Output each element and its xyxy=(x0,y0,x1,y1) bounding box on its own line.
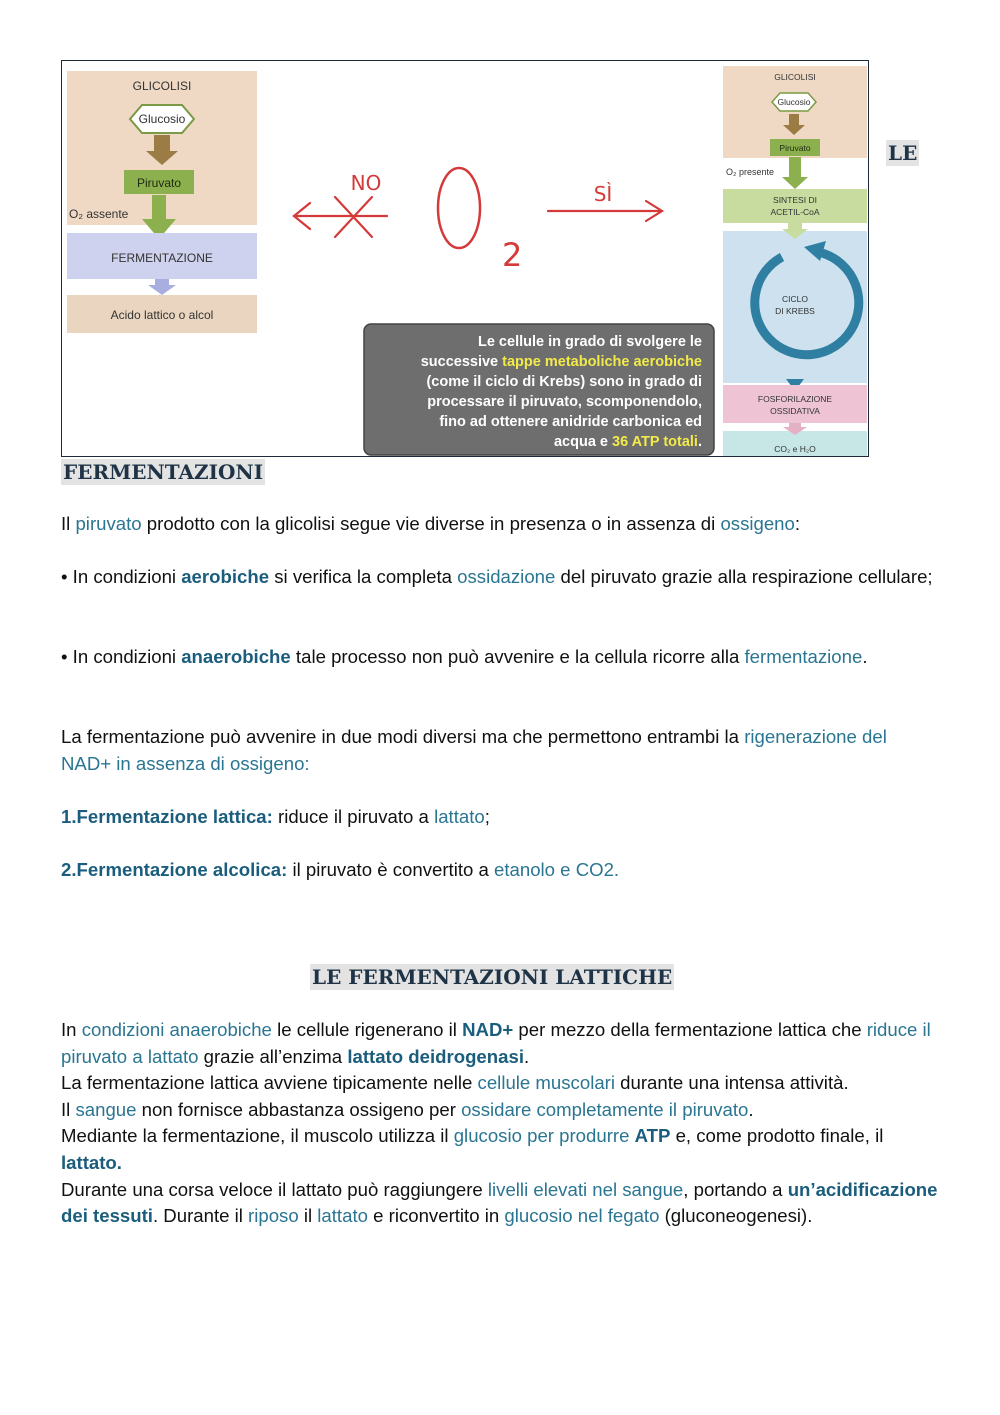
p7-s32: e riconvertito in xyxy=(367,1205,505,1227)
p7-s1: In xyxy=(61,1019,82,1040)
glicolisi-label-right: GLICOLISI xyxy=(774,72,816,82)
p7-s30: il xyxy=(298,1205,318,1227)
p2-a: • In condizioni xyxy=(61,566,182,587)
p7-s21: ATP xyxy=(634,1125,671,1147)
fosforilazione-line2: OSSIDATIVA xyxy=(770,406,820,416)
o2-presente-label: O₂ presente xyxy=(726,167,775,177)
no-label: NO xyxy=(350,171,382,195)
p1-c: prodotto con la glicolisi segue vie diverse in presenza o in assenza di xyxy=(141,513,721,534)
bullet-anaerobiche xyxy=(61,644,941,671)
p5-e: ; xyxy=(484,806,490,827)
p3-c: tale processo non può avvenire e la cellula ricorre alla xyxy=(290,646,745,667)
p7-s14: sangue xyxy=(75,1098,137,1120)
p5-b: Fermentazione lattica: xyxy=(76,806,273,827)
o2-assente-label: O₂ assente xyxy=(69,207,129,221)
paragraph-modi xyxy=(61,724,941,777)
p7-s13: Il xyxy=(61,1098,76,1120)
arrow-down-lilac-icon xyxy=(148,279,176,295)
p5-num: 1. xyxy=(61,806,77,827)
p2-b: aerobiche xyxy=(181,566,270,587)
p7-s17: . xyxy=(748,1098,754,1120)
metabolism-figure xyxy=(61,60,869,457)
co2-label: CO₂ e H₂O xyxy=(774,444,816,454)
sintesi-line1: SINTESI DI xyxy=(773,195,817,205)
callout-line3: (come il ciclo di Krebs) sono in grado di xyxy=(426,374,702,390)
p1-d: ossigeno xyxy=(720,513,795,534)
p6-b: Fermentazione alcolica: xyxy=(76,859,288,880)
callout-line2-a: successive xyxy=(420,354,503,370)
paragraph-lattiche xyxy=(61,1017,941,1230)
p7-s22: e, come prodotto finale, il xyxy=(670,1125,884,1147)
bullet-aerobiche xyxy=(61,564,941,591)
p2-c: si verifica la completa xyxy=(269,566,458,587)
heading-fermentazioni-lattiche: LE FERMENTAZIONI LATTICHE xyxy=(312,965,673,989)
p7-s24: Durante una corsa veloce il lattato può raggiungere xyxy=(61,1178,488,1200)
p7-s34: (gluconeogenesi). xyxy=(659,1205,813,1227)
p2-d: ossidazione xyxy=(457,566,556,587)
p7-s29: riposo xyxy=(248,1205,299,1227)
si-label: SÌ xyxy=(593,182,613,206)
o2-subscript: 2 xyxy=(502,236,523,274)
p7-s5: per mezzo della fermentazione lattica che xyxy=(513,1019,867,1040)
fosforilazione-box xyxy=(723,385,867,423)
fermentazione-label: FERMENTAZIONE xyxy=(111,251,213,265)
p7-s4: NAD+ xyxy=(462,1019,514,1040)
p6-num: 2. xyxy=(61,859,77,880)
p1-a: Il xyxy=(61,513,76,534)
heading-le: LE xyxy=(888,141,918,165)
callout-line6 xyxy=(554,434,702,450)
piruvato-label-left: Piruvato xyxy=(136,176,182,190)
callout-line4: processare il piruvato, scomponendolo, xyxy=(427,394,702,410)
p7-s12: durante una intensa attività. xyxy=(615,1072,849,1094)
p7-s10: La fermentazione lattica avviene tipicamente nelle xyxy=(61,1072,478,1094)
p3-a: • In condizioni xyxy=(61,646,182,667)
glucosio-label-left: Glucosio xyxy=(138,112,186,126)
callout-line2-highlight: tappe metaboliche aerobiche xyxy=(502,354,702,370)
p3-d: fermentazione xyxy=(744,646,863,667)
no-arrow-icon xyxy=(294,197,387,237)
p7-s33: glucosio nel fegato xyxy=(504,1205,660,1227)
p3-b: anaerobiche xyxy=(181,646,291,667)
paragraph-piruvato xyxy=(61,511,941,538)
p7-s15: non fornisce abbastanza ossigeno per xyxy=(136,1098,462,1120)
p7-s9: . xyxy=(523,1045,530,1067)
p7-s7: grazie all’enzima xyxy=(198,1045,348,1067)
p7-s3: le cellule rigenerano il xyxy=(271,1019,463,1040)
p3-e: . xyxy=(862,646,868,667)
p7-s31: lattato xyxy=(317,1205,368,1227)
callout-line6-c: . xyxy=(697,434,702,450)
ciclo-line2: DI KREBS xyxy=(775,306,815,316)
o2-circle-icon xyxy=(438,168,480,248)
p7-s19: glucosio per produrre xyxy=(453,1125,630,1147)
p1-e: : xyxy=(794,513,801,534)
p5-d: lattato xyxy=(434,806,485,827)
sintesi-line2: ACETIL-CoA xyxy=(770,207,820,217)
acido-label: Acido lattico o alcol xyxy=(110,308,214,322)
p6-d: etanolo e CO2. xyxy=(494,859,620,880)
callout-line6-a: acqua e xyxy=(553,434,613,450)
piruvato-label-right: Piruvato xyxy=(779,143,811,153)
item-lattica xyxy=(61,804,941,831)
p7-s16: ossidare completamente il piruvato xyxy=(461,1098,749,1120)
callout-line1: Le cellule in grado di svolgere le xyxy=(477,334,702,350)
arrow-down-green-right-icon xyxy=(782,157,808,189)
p7-s18: Mediante la fermentazione, il muscolo utilizza il xyxy=(61,1125,454,1147)
p4-b: rigenerazione del NAD+ in assenza di ossigeno: xyxy=(61,726,887,774)
p7-s25: livelli elevati nel sangue xyxy=(487,1178,684,1200)
p4-a: La fermentazione può avvenire in due modi diversi ma che permettono entrambi la xyxy=(61,726,745,747)
p7-s23: lattato. xyxy=(61,1151,122,1173)
callout-line6-highlight: 36 ATP totali xyxy=(612,434,698,450)
p7-s11: cellule muscolari xyxy=(477,1072,615,1094)
p5-c: riduce il piruvato a xyxy=(272,806,435,827)
p7-s28: . Durante il xyxy=(152,1205,249,1227)
p1-b: piruvato xyxy=(75,513,142,534)
p7-s2: condizioni anaerobiche xyxy=(81,1019,272,1040)
p7-s6: riduce il piruvato a lattato xyxy=(61,1019,931,1067)
callout-line2 xyxy=(421,354,702,370)
figure-diagram xyxy=(62,61,869,457)
heading-fermentazioni: FERMENTAZIONI xyxy=(63,460,264,484)
p7-s8: lattato deidrogenasi xyxy=(347,1045,524,1067)
glucosio-label-right: Glucosio xyxy=(777,97,811,107)
p6-c: il piruvato è convertito a xyxy=(287,859,495,880)
fosforilazione-line1: FOSFORILAZIONE xyxy=(757,394,833,404)
p7-s26: , portando a xyxy=(683,1178,788,1200)
p2-e: del piruvato grazie alla respirazione cellulare; xyxy=(555,566,933,587)
callout-line5: fino ad ottenere anidride carbonica ed xyxy=(439,414,702,430)
ciclo-line1: CICLO xyxy=(782,294,808,304)
item-alcolica xyxy=(61,857,941,884)
glicolisi-label-left: GLICOLISI xyxy=(132,79,192,93)
p7-s27: un’acidificazione dei tessuti xyxy=(61,1178,938,1227)
